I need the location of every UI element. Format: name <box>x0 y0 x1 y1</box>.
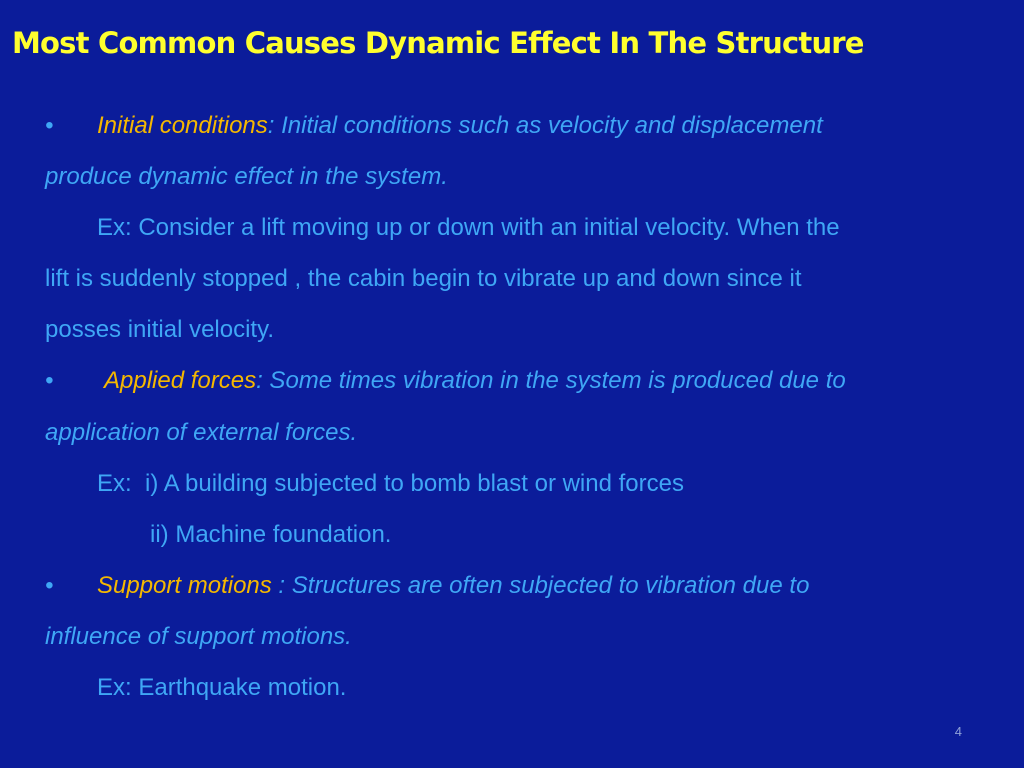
bullet-description-continuation: influence of support motions. <box>45 623 352 650</box>
example-line: Ex: Consider a lift moving up or down with an initial velocity. When the <box>97 214 840 241</box>
bullet-item-support-motions <box>45 571 809 601</box>
example-line: lift is suddenly stopped , the cabin begin to vibrate up and down since it <box>45 265 802 292</box>
slide-title: Most Common Causes Dynamic Effect In The Structure <box>12 26 864 60</box>
bullet-item-initial-conditions <box>45 111 823 141</box>
bullet-term: Applied forces <box>104 367 257 394</box>
bullet-term: Support motions <box>97 572 272 599</box>
example-line: posses initial velocity. <box>45 316 274 343</box>
bullet-marker: • <box>45 112 54 139</box>
bullet-description: : Structures are often subjected to vibration due to <box>271 572 810 599</box>
page-number: 4 <box>954 724 962 739</box>
bullet-term: Initial conditions <box>97 112 268 139</box>
bullet-description-continuation: produce dynamic effect in the system. <box>45 163 448 190</box>
bullet-description-continuation: application of external forces. <box>45 419 358 446</box>
bullet-description: : Initial conditions such as velocity and displacement <box>267 112 823 139</box>
example-line: Ex: Earthquake motion. <box>97 674 347 701</box>
bullet-item-applied-forces <box>45 366 846 396</box>
bullet-marker: • <box>45 367 54 394</box>
bullet-marker: • <box>45 572 54 599</box>
bullet-description: : Some times vibration in the system is produced due to <box>256 367 846 394</box>
example-line: ii) Machine foundation. <box>150 521 392 548</box>
example-line: Ex: i) A building subjected to bomb blast or wind forces <box>97 470 684 497</box>
